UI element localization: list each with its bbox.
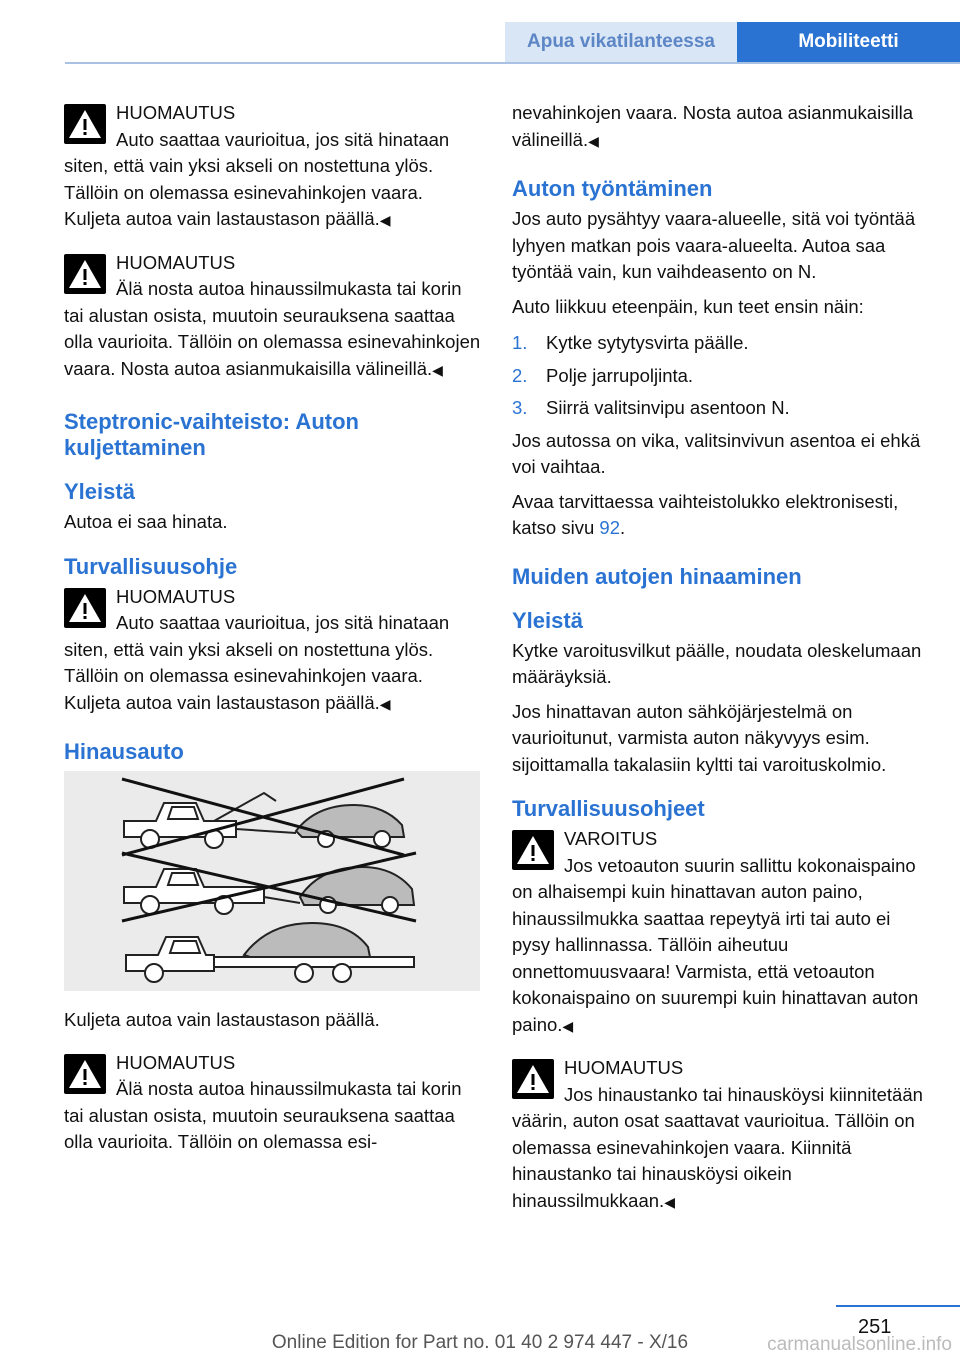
note-label: HUOMAUTUS — [116, 102, 236, 123]
note-text: Jos hinaustanko tai hinausköysi kiinnitetään väärin, auton osat saattavat vaurioitua. Tällöin on olemassa esinevahinkojen vaara. Kiinnitä hinaustanko tai hinausköysi oikein hinaussilmukkaan. — [512, 1083, 923, 1211]
header-chapter-tab: Mobiliteetti — [737, 22, 960, 62]
step-number: 2. — [512, 364, 528, 386]
page-link[interactable]: 92 — [599, 517, 620, 538]
warning-triangle-icon — [512, 830, 554, 870]
footer-rule — [836, 1305, 960, 1307]
end-mark: ◀ — [379, 212, 391, 228]
warning-triangle-icon — [64, 588, 106, 628]
section-heading: Muiden autojen hinaaminen — [512, 563, 802, 589]
paragraph: Jos auto pysähtyy vaara-alueelle, sitä voi työntää lyhyen matkan pois vaara-alueelta. Autoa saa työntää vain, kun vaihdeasento on N. — [512, 208, 916, 282]
left-column — [64, 100, 482, 1164]
tow-row-2 — [124, 867, 414, 914]
paragraph-text: . — [619, 517, 626, 538]
right-column — [512, 100, 930, 1223]
end-mark: ◀ — [664, 1193, 675, 1210]
note-box — [64, 1050, 482, 1156]
end-mark: ◀ — [432, 361, 443, 378]
note-box — [64, 250, 482, 384]
header-rule — [65, 62, 960, 64]
list-item — [512, 395, 930, 422]
paragraph: Kytke varoitusvilkut päälle, noudata oleskelumaan määräyksiä. — [512, 639, 922, 687]
note-label: HUOMAUTUS — [116, 251, 236, 273]
step-number: 1. — [512, 332, 528, 353]
step-text: Polje jarrupoljinta. — [546, 364, 694, 386]
warning-label: VAROITUS — [564, 828, 658, 849]
list-item — [512, 363, 930, 390]
figure-caption: Kuljeta autoa vain lastaustason päällä. — [64, 1009, 380, 1030]
end-mark: ◀ — [379, 695, 391, 712]
subsection-heading: Yleistä — [64, 479, 135, 504]
page-number: 251 — [858, 1316, 892, 1338]
tow-methods-drawing — [64, 771, 480, 991]
paragraph-text: Avaa tarvittaessa vaihteistolukko elektronisesti, katso sivu — [512, 490, 899, 538]
note-label: HUOMAUTUS — [116, 1051, 236, 1073]
warning-triangle-icon — [512, 1059, 554, 1099]
paragraph: Jos hinattavan auton sähköjärjestelmä on vaurioitunut, varmista auton näkyvyys esim. sijoittamalla takalasiin kyltti tai varoituskolmio. — [512, 700, 887, 775]
note-box — [64, 584, 482, 718]
warning-text: Jos vetoauton suurin sallittu kokonaispaino on alhaisempi kuin hinattavan auton paino, hinaussilmukka saattaa repeytyä irti tai auto ei pysy hallinnassa. Tällöin aiheutuu onnettomuusvaara! Varmista, että vetoauton kokonaispaino on suurempi kuin hinattavan auton paino. — [512, 854, 919, 1035]
note-text: nevahinkojen vaara. Nosta autoa asianmukaisilla välineillä. — [512, 102, 914, 150]
paragraph: Auto liikkuu eteenpäin, kun teet ensin näin: — [512, 295, 864, 317]
warning-triangle-icon — [64, 1054, 106, 1094]
header-section-tab: Apua vikatilanteessa — [505, 22, 737, 62]
note-label: HUOMAUTUS — [116, 585, 236, 607]
tow-row-1 — [124, 793, 404, 848]
note-box — [512, 1055, 930, 1215]
subsection-heading: Auton työntäminen — [512, 176, 713, 201]
section-heading: Steptronic-vaihteisto: Auton kuljettaminen — [64, 409, 359, 460]
end-mark: ◀ — [562, 1017, 574, 1034]
note-box — [64, 100, 482, 234]
end-mark: ◀ — [588, 132, 599, 149]
note-text: Auto saattaa vaurioitua, jos sitä hinataan siten, että vain yksi akseli on nostettuna ylös. Tällöin on olemassa esinevahinkojen vaara. Kuljeta autoa vain lastaustason päällä. — [64, 612, 450, 713]
steps-list — [512, 330, 930, 422]
note-label: HUOMAUTUS — [564, 1057, 684, 1078]
warning-triangle-icon — [64, 254, 106, 294]
tow-row-3 — [126, 923, 414, 982]
subsection-heading: Hinausauto — [64, 739, 184, 764]
subsection-heading: Turvallisuusohje — [64, 553, 238, 579]
warning-box — [512, 826, 930, 1039]
step-number: 3. — [512, 397, 528, 418]
paragraph — [512, 489, 930, 542]
step-text: Kytke sytytysvirta päälle. — [546, 332, 749, 353]
paragraph: Autoa ei saa hinata. — [64, 511, 228, 532]
note-text: Auto saattaa vaurioitua, jos sitä hinataan siten, että vain yksi akseli on nostettuna ylös. Tällöin on olemassa esinevahinkojen vaara. Kuljeta autoa vain lastaustason päällä. — [64, 128, 450, 229]
note-text: Älä nosta autoa hinaussilmukasta tai korin tai alustan osista, muutoin seurauksena saattaa olla vaurioita. Tällöin on olemassa esi- — [64, 1078, 462, 1152]
step-text: Siirrä valitsinvipu asentoon N. — [546, 397, 790, 418]
tow-truck-illustration — [64, 771, 480, 991]
watermark: carmanualsonline.info — [767, 1334, 952, 1355]
warning-triangle-icon — [64, 104, 106, 144]
subsection-heading: Turvallisuusohjeet — [512, 796, 705, 821]
note-continuation — [512, 100, 930, 154]
note-text: Älä nosta autoa hinaussilmukasta tai korin tai alustan osista, muutoin seurauksena saattaa olla vaurioita. Tällöin on olemassa esinevahinkojen vaara. Nosta autoa asianmukaisilla välineillä. — [64, 278, 481, 379]
list-item — [512, 330, 930, 357]
paragraph: Jos autossa on vika, valitsinvivun asentoa ei ehkä voi vaihtaa. — [512, 429, 921, 477]
subsection-heading: Yleistä — [512, 607, 583, 633]
edition-footer: Online Edition for Part no. 01 40 2 974 447 - X/16 — [271, 1332, 689, 1353]
